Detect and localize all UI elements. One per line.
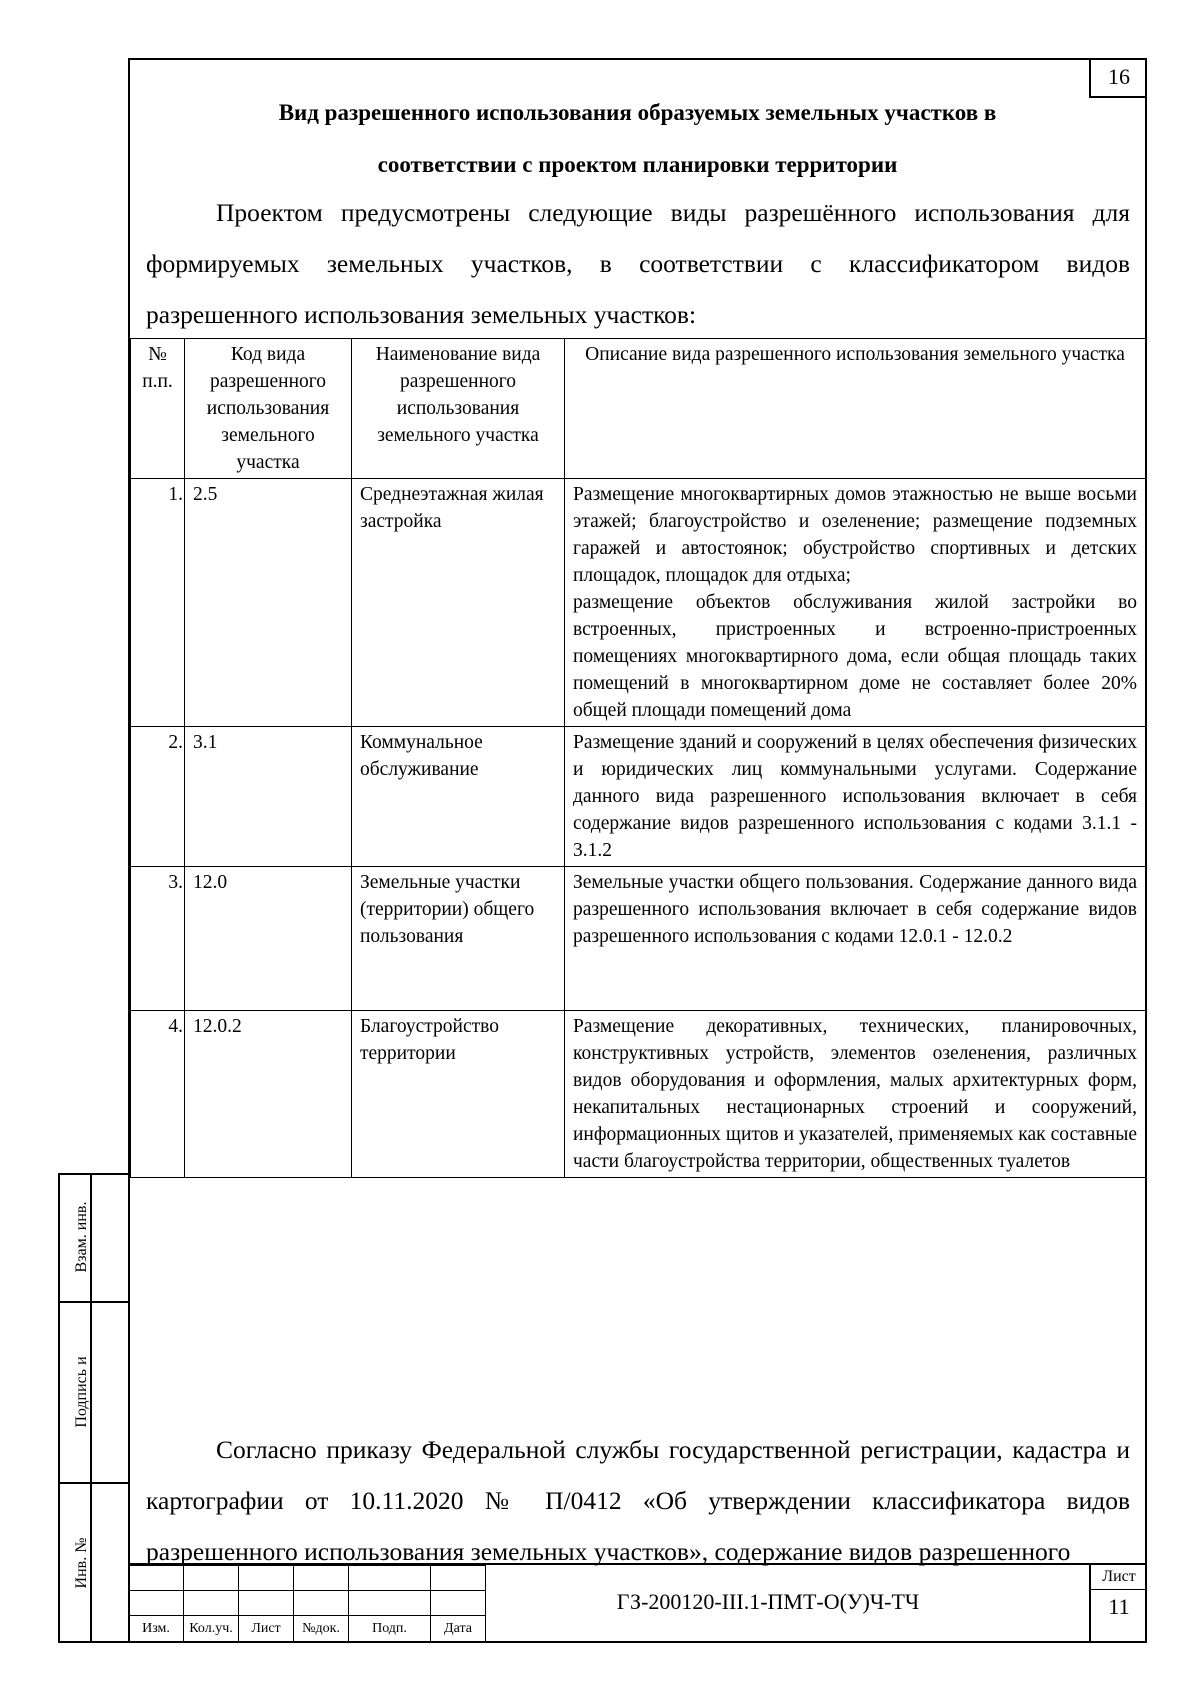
tb-col-izm: Изм.	[129, 1616, 184, 1642]
table-row	[131, 479, 1146, 727]
tb-col-list: Лист	[239, 1616, 294, 1642]
row-description-part-2: размещение объектов обслуживания жилой застройки во встроенных, пристроенных и встроенно-пристроенных помещениях многоквартирного дома, если общая площадь таких помещений в многоквартирном доме не составляет более 20% общей площади помещений дома	[573, 592, 1137, 721]
table-row	[131, 727, 1146, 867]
tb-col-data: Дата	[431, 1616, 486, 1642]
row-number: 3.	[131, 867, 185, 1011]
row-name: Благоустройство территории	[352, 1011, 565, 1178]
tb-col-koluch: Кол.уч.	[184, 1616, 239, 1642]
row-code: 12.0	[185, 867, 352, 1011]
table-row	[131, 1011, 1146, 1178]
row-name: Среднеэтажная жилая застройка	[352, 479, 565, 727]
document-code: ГЗ-200120-III.1-ПМТ-О(У)Ч-ТЧ	[616, 1589, 920, 1614]
row-name: Коммунальное обслуживание	[352, 727, 565, 867]
row-description: Размещение декоративных, технических, планировочных, конструктивных устройств, элементов озеленения, различных видов оборудования и оформления, малых архитектурных форм, некапитальных нестационарных строений и сооружений, информационных щитов и указателей, применяемых как составные части благоустройства территории, общественных туалетов	[565, 1011, 1146, 1178]
section-title-line-2: соответствии с проектом планировки территории	[377, 152, 898, 177]
row-description-part-1: Размещение многоквартирных домов этажностью не выше восьми этажей; благоустройство и озеленение; размещение подземных гаражей и автостоянок; обустройство спортивных и детских площадок, площадок для отдыха;	[573, 484, 1137, 586]
stamp-inv-label: Инв. №	[73, 1537, 90, 1589]
closing-text: Согласно приказу Федеральной службы государственной регистрации, кадастра и картографии от 10.11.2020 № П/0412 «Об утверждении классификатора видов разрешенного использования земельных участков», содержание видов разрешенного	[146, 1435, 1130, 1566]
header-name: Наименование вида разрешенного использования земельного участка	[352, 339, 565, 479]
sheet-label: Лист	[1091, 1565, 1147, 1590]
intro-text: Проектом предусмотрены следующие виды разрешённого использования для формируемых земельных участков, в соответствии с классификатором видов разрешенного использования земельных участков:	[146, 198, 1130, 329]
row-code: 3.1	[185, 727, 352, 867]
tb-col-ndok: №док.	[294, 1616, 349, 1642]
closing-paragraph	[146, 1424, 1130, 1577]
section-title-line-1: Вид разрешенного использования образуемых земельных участков в	[278, 100, 997, 125]
stamp-podpis-label: Подпись и	[73, 1356, 90, 1428]
row-name: Земельные участки (территории) общего пользования	[352, 867, 565, 1011]
header-code: Код вида разрешенного использования земельного участка	[185, 339, 352, 479]
title-block	[128, 1563, 1147, 1643]
row-number: 1.	[131, 479, 185, 727]
table-header-row	[131, 339, 1146, 479]
title-block-grid	[128, 1565, 486, 1642]
tb-col-podp: Подп.	[349, 1616, 431, 1642]
row-number: 2.	[131, 727, 185, 867]
row-description: Размещение зданий и сооружений в целях обеспечения физических и юридических лиц коммунальными услугами. Содержание данного вида разрешенного использования включает в себя содержание видов разрешенного использования с кодами 3.1.1 - 3.1.2	[565, 727, 1146, 867]
sheet-number: 11	[1108, 1594, 1130, 1619]
row-code: 12.0.2	[185, 1011, 352, 1178]
row-number: 4.	[131, 1011, 185, 1178]
header-description: Описание вида разрешенного использования земельного участка	[565, 339, 1146, 479]
table-row	[131, 867, 1146, 1011]
row-description: Земельные участки общего пользования. Содержание данного вида разрешенного использования включает в себя содержание видов разрешенного использования с кодами 12.0.1 - 12.0.2	[565, 867, 1146, 1011]
intro-paragraph	[146, 187, 1130, 340]
stamp-vzam-label: Взам. инв.	[73, 1201, 90, 1273]
sheet-box	[1089, 1565, 1147, 1643]
row-code: 2.5	[185, 479, 352, 727]
page-number: 16	[1089, 58, 1147, 98]
header-number: № п.п.	[131, 339, 185, 479]
row-description	[565, 479, 1146, 727]
land-use-table	[130, 338, 1146, 1178]
